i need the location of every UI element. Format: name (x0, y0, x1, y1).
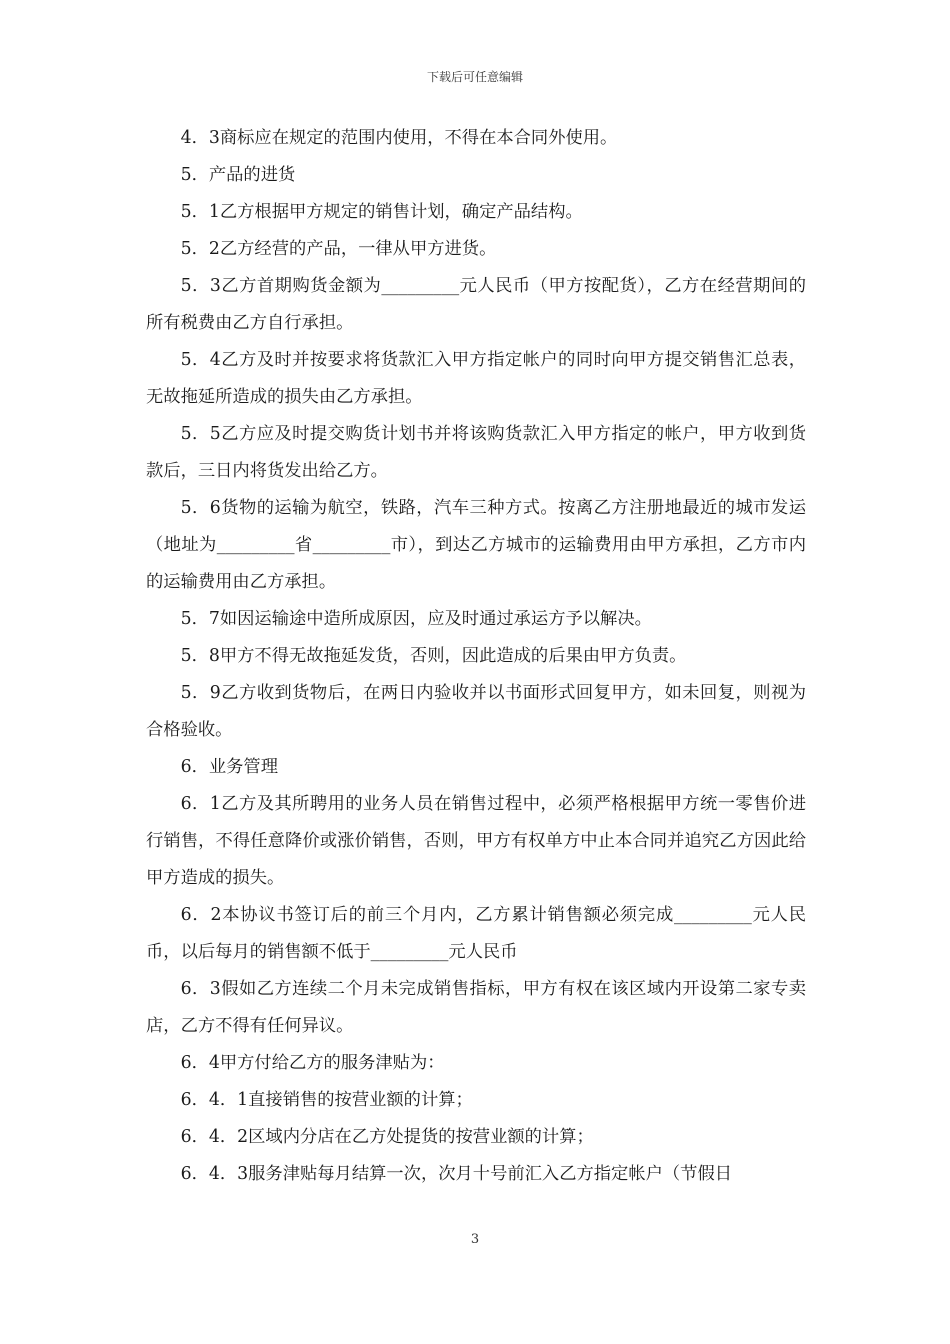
section-heading-5: 5．产品的进货 (180, 165, 296, 185)
paragraph-6-4-3: 6．4．3服务津贴每月结算一次，次月十号前汇入乙方指定帐户（节假日 (180, 1164, 733, 1184)
paragraph-6-3: 6．3假如乙方连续二个月未完成销售指标，甲方有权在该区域内开设第二家专卖店，乙方不得有任何异议。 (146, 979, 806, 1036)
paragraph-6-2: 6．2本协议书签订后的前三个月内，乙方累计销售额必须完成_________元人民币，以后每月的销售额不低于_________元人民币 (146, 905, 806, 962)
page-number: 3 (470, 1232, 480, 1247)
paragraph-5-6: 5．6货物的运输为航空，铁路，汽车三种方式。按离乙方注册地最近的城市发运（地址为_________省_________市），到达乙方城市的运输费用由甲方承担，乙方市内的运输费用由乙方承担。 (146, 498, 806, 592)
section-heading-6: 6．业务管理 (180, 757, 278, 777)
paragraph-5-2: 5．2乙方经营的产品，一律从甲方进货。 (180, 239, 497, 259)
paragraph-5-3: 5．3乙方首期购货金额为_________元人民币（甲方按配货），乙方在经营期间的所有税费由乙方自行承担。 (146, 276, 806, 333)
paragraph-5-7: 5．7如因运输途中造所成原因，应及时通过承运方予以解决。 (180, 609, 652, 629)
paragraph-6-4-1: 6．4．1直接销售的按营业额的计算； (180, 1090, 473, 1110)
paragraph-6-4: 6．4甲方付给乙方的服务津贴为： (180, 1053, 445, 1073)
page-header: 下载后可任意编辑 (426, 70, 523, 84)
paragraph-5-1: 5．1乙方根据甲方规定的销售计划，确定产品结构。 (180, 202, 583, 222)
paragraph-5-8: 5．8甲方不得无故拖延发货，否则，因此造成的后果由甲方负责。 (180, 646, 687, 666)
paragraph-6-4-2: 6．4．2区域内分店在乙方处提货的按营业额的计算； (180, 1127, 594, 1147)
paragraph-6-1: 6．1乙方及其所聘用的业务人员在销售过程中，必须严格根据甲方统一零售价进行销售，不得任意降价或涨价销售，否则，甲方有权单方中止本合同并追究乙方因此给甲方造成的损失。 (146, 794, 806, 888)
paragraph-5-9: 5．9乙方收到货物后，在两日内验收并以书面形式回复甲方，如未回复，则视为合格验收。 (146, 683, 806, 740)
paragraph-5-4: 5．4乙方及时并按要求将货款汇入甲方指定帐户的同时向甲方提交销售汇总表，无故拖延所造成的损失由乙方承担。 (146, 350, 806, 407)
document-body (146, 120, 806, 1193)
paragraph-4-3: 4．3商标应在规定的范围内使用，不得在本合同外使用。 (180, 128, 618, 148)
paragraph-5-5: 5．5乙方应及时提交购货计划书并将该购货款汇入甲方指定的帐户，甲方收到货款后，三日内将货发出给乙方。 (146, 424, 806, 481)
